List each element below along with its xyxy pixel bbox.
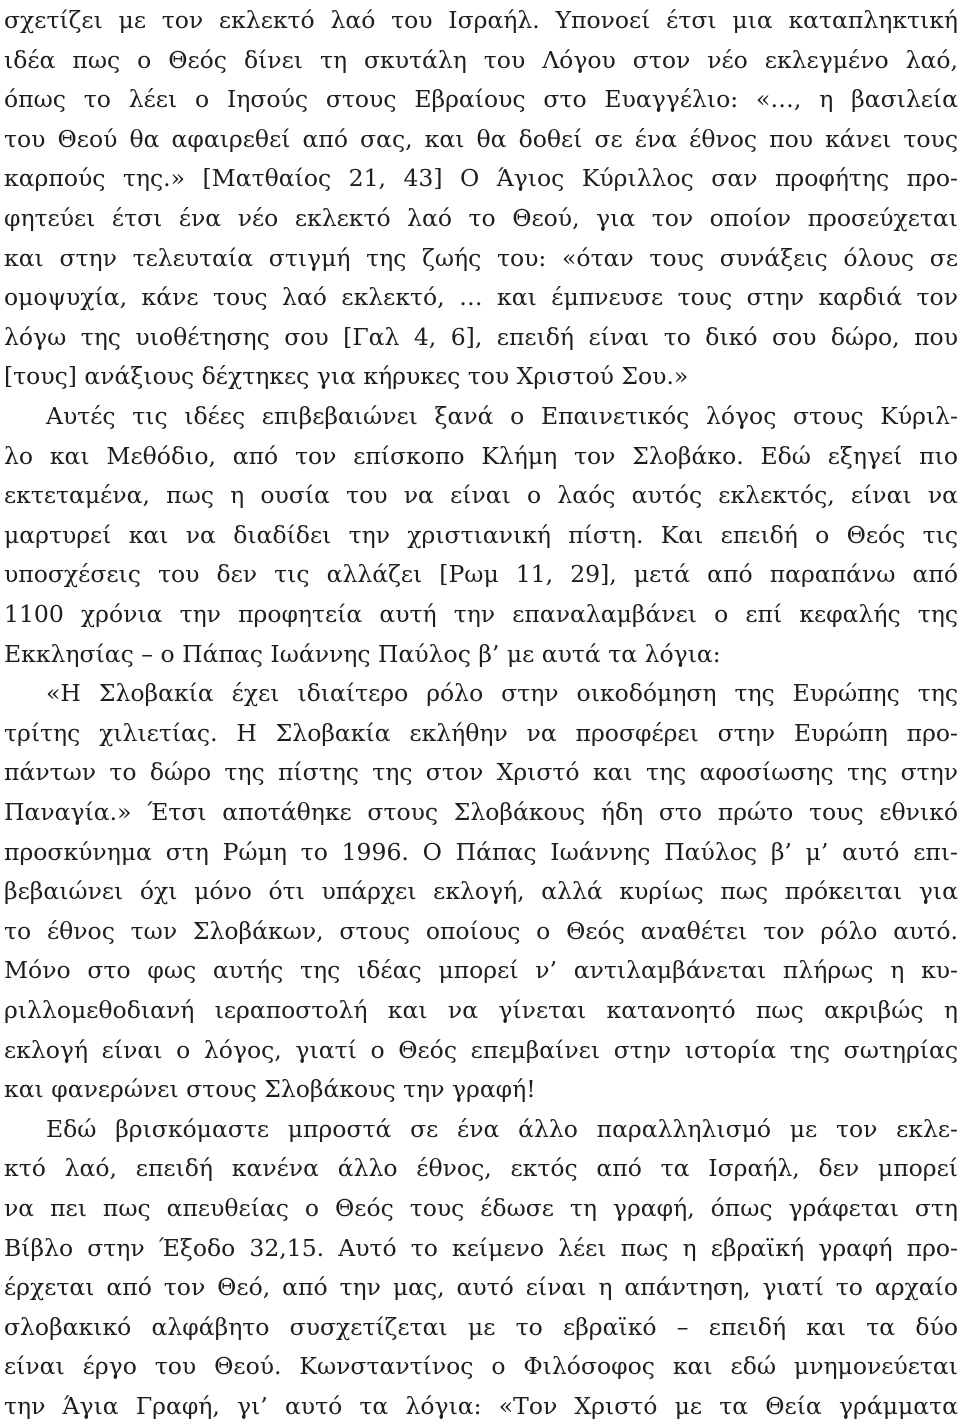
text-line: 1100 χρόνια την προφητεία αυτή την επαναλαμβάνει ο επί κεφαλής της bbox=[4, 600, 958, 628]
text-line: εκλογή είναι ο λόγος, γιατί ο Θεός επεμβαίνει στην ιστορία της σωτηρίας bbox=[4, 1035, 958, 1064]
text-line: πάντων το δώρο της πίστης της στον Χριστό και της αφοσίωσης της στην bbox=[4, 758, 958, 787]
text-line: Παναγία.» Έτσι αποτάθηκε στους Σλοβάκους ήδη στο πρώτο τους εθνικό bbox=[4, 798, 958, 826]
text-line: Μόνο στο φως αυτής της ιδέας μπορεί ν’ αντιλαμβάνεται πλήρως η κυ- bbox=[4, 956, 958, 985]
text-line: ιδέα πως ο Θεός δίνει τη σκυτάλη του Λόγου στον νέο εκλεγμένο λαό, bbox=[4, 45, 958, 74]
text-line: φητεύει έτσι ένα νέο εκλεκτό λαό το Θεού, για τον οποίον προσεύχεται bbox=[4, 204, 958, 232]
text-line: σλοβακικό αλφάβητο συσχετίζεται με το εβραϊκό – επειδή και τα δύο bbox=[4, 1312, 958, 1341]
text-line: το έθνος των Σλοβάκων, στους οποίους ο Θεός αναθέτει τον ρόλο αυτό. bbox=[4, 916, 958, 945]
text-line: ομοψυχία, κάνε τους λαό εκλεκτό, … και έμπνευσε τους στην καρδιά τον bbox=[4, 283, 958, 312]
text-line: υποσχέσεις του δεν τις αλλάζει [Ρωμ 11, 29], μετά από παραπάνω από bbox=[4, 560, 958, 589]
text-line: και στην τελευταία στιγμή της ζωής του: «όταν τους συνάξεις όλους σε bbox=[4, 243, 958, 272]
text-line: κτό λαό, επειδή κανένα άλλο έθνος, εκτός από τα Ισραήλ, δεν μπορεί bbox=[4, 1154, 958, 1183]
text-line: μαρτυρεί και να διαδίδει την χριστιανική πίστη. Και επειδή ο Θεός τις bbox=[4, 520, 958, 549]
text-line: Βίβλο στην Έξοδο 32,15. Αυτό το κείμενο λέει πως η εβραϊκή γραφή προ- bbox=[4, 1233, 958, 1262]
text-line: λο και Μεθόδιο, από τον επίσκοπο Κλήμη τον Σλοβάκο. Εδώ εξηγεί πιο bbox=[4, 441, 958, 470]
document-page bbox=[4, 0, 958, 1424]
text-line: να πει πως απευθείας ο Θεός τους έδωσε τη γραφή, όπως γράφεται στη bbox=[4, 1194, 958, 1222]
text-line: καρπούς της.» [Ματθαίος 21, 43] Ο Άγιος Κύριλλος σαν προφήτης προ- bbox=[4, 164, 958, 193]
text-line: τρίτης χιλιετίας. Η Σλοβακία εκλήθην να προσφέρει στην Ευρώπη προ- bbox=[4, 718, 958, 747]
text-line: ριλλομεθοδιανή ιεραποστολή και να γίνεται κατανοητό πως ακριβώς η bbox=[4, 996, 958, 1024]
text-line: είναι έργο του Θεού. Κωνσταντίνος ο Φιλόσοφος και εδώ μνημονεύεται bbox=[4, 1352, 958, 1381]
text-line: «Η Σλοβακία έχει ιδιαίτερο ρόλο στην οικοδόμηση της Ευρώπης της bbox=[46, 679, 958, 708]
text-line: Αυτές τις ιδέες επιβεβαιώνει ξανά ο Επαινετικός λόγος στους Κύριλ- bbox=[46, 402, 958, 430]
text-line: εκτεταμένα, πως η ουσία του να είναι ο λαός αυτός εκλεκτός, είναι να bbox=[4, 481, 958, 510]
text-line: και φανερώνει στους Σλοβάκους την γραφή! bbox=[4, 1075, 536, 1104]
text-line: Εδώ βρισκόμαστε μπροστά σε ένα άλλο παραλληλισμό με τον εκλε- bbox=[46, 1114, 958, 1143]
text-line: [τους] ανάξιους δέχτηκες για κήρυκες του Χριστού Σου.» bbox=[4, 362, 689, 391]
text-line: του Θεού θα αφαιρεθεί από σας, και θα δοθεί σε ένα έθνος που κάνει τους bbox=[4, 124, 958, 153]
text-line: βεβαιώνει όχι μόνο ότι υπάρχει εκλογή, αλλά κυρίως πως πρόκειται για bbox=[4, 877, 958, 906]
text-line: την Άγια Γραφή, γι’ αυτό τα λόγια: «Τον Χριστό με τα Θεία γράμματα bbox=[4, 1392, 958, 1420]
text-line: έρχεται από τον Θεό, από την μας, αυτό είναι η απάντηση, γιατί το αρχαίο bbox=[4, 1273, 958, 1302]
text-line: σχετίζει με τον εκλεκτό λαό του Ισραήλ. Υπονοεί έτσι μια καταπληκτική bbox=[4, 6, 958, 34]
text-line: Εκκλησίας – ο Πάπας Ιωάννης Παύλος β’ με αυτά τα λόγια: bbox=[4, 639, 721, 668]
text-line: προσκύνημα στη Ρώμη το 1996. Ο Πάπας Ιωάννης Παύλος β’ μ’ αυτό επι- bbox=[4, 837, 958, 866]
text-line: λόγω της υιοθέτησης σου [Γαλ 4, 6], επειδή είναι το δικό σου δώρο, που bbox=[4, 322, 958, 351]
text-line: όπως το λέει ο Ιησούς στους Εβραίους στο Ευαγγέλιο: «…, η βασιλεία bbox=[4, 85, 958, 114]
